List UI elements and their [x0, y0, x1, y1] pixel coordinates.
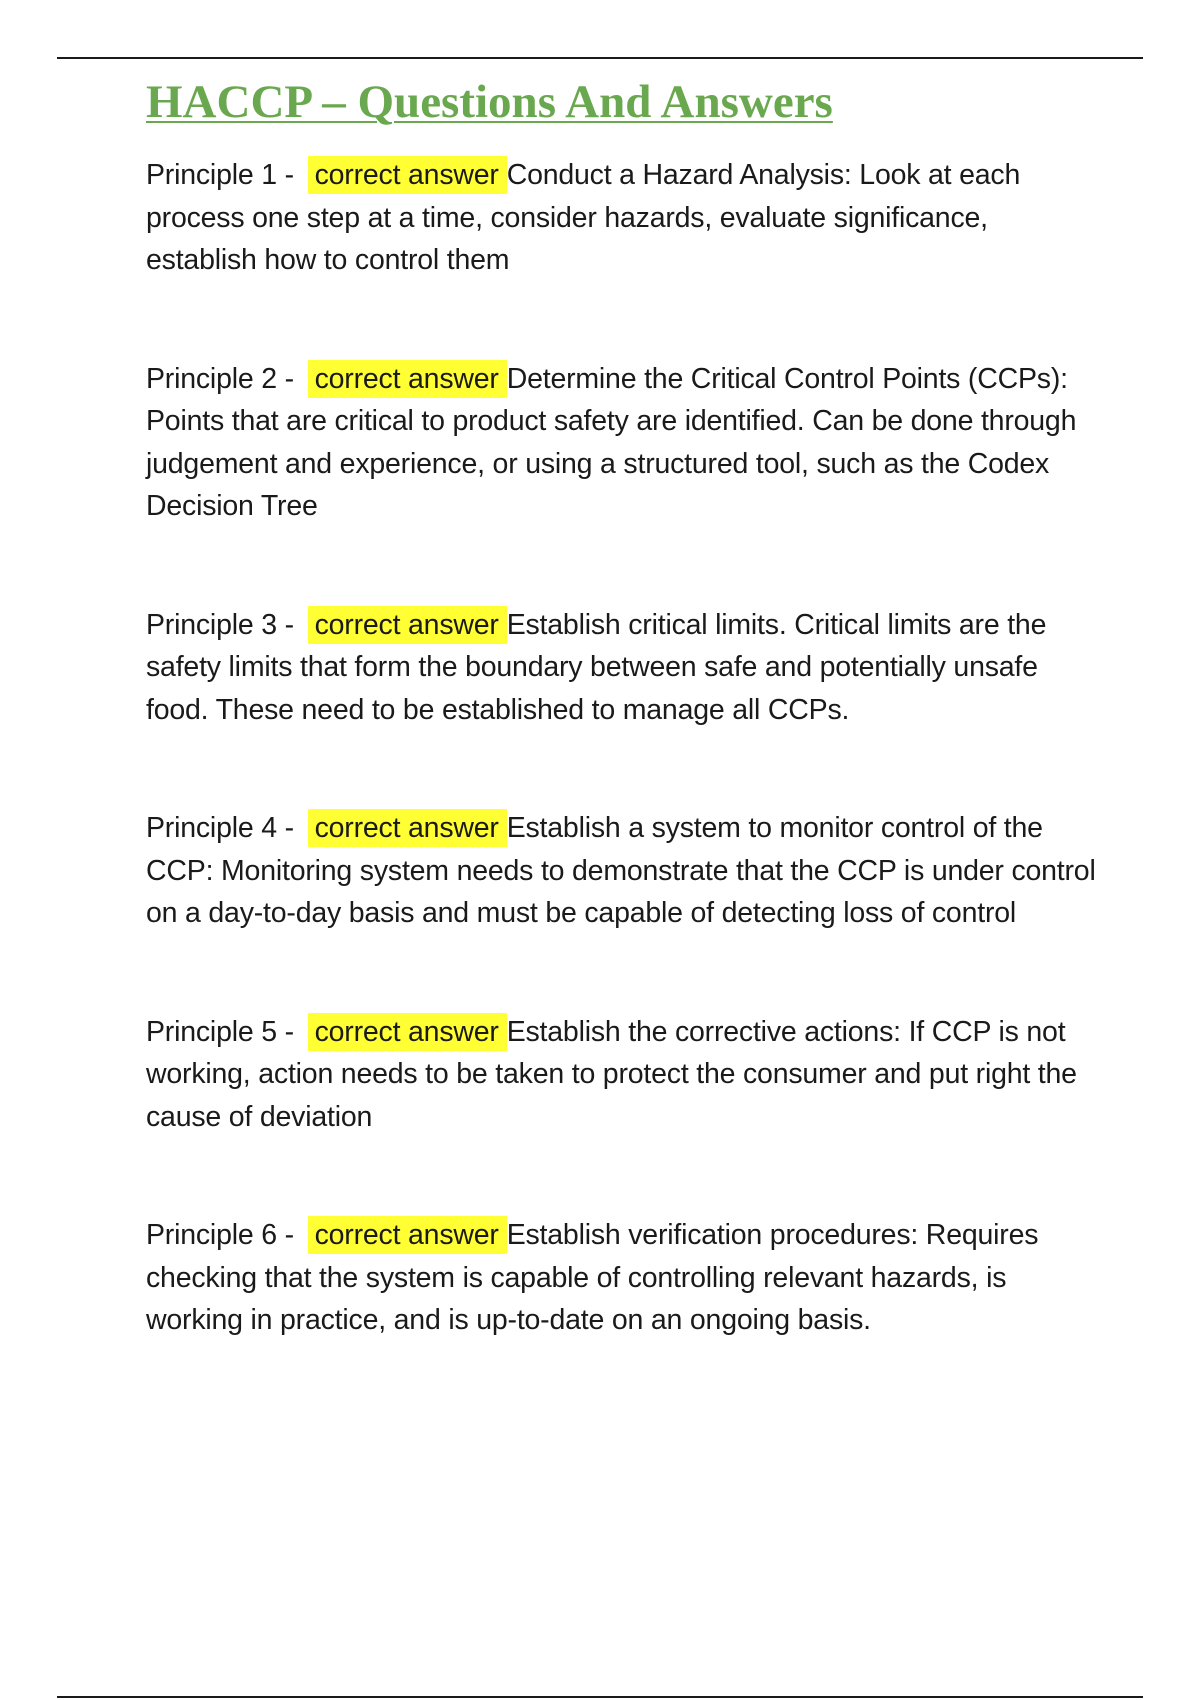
qa-item-5	[146, 1011, 1096, 1139]
answer-label-highlight: correct answer	[308, 156, 507, 194]
top-rule	[57, 57, 1143, 59]
answer-label-highlight: correct answer	[308, 1013, 507, 1051]
answer-label-highlight: correct answer	[308, 606, 507, 644]
page-title: HACCP – Questions And Answers	[146, 76, 833, 128]
bottom-rule	[57, 1696, 1143, 1698]
qa-item-2	[146, 358, 1096, 528]
answer-text: Determine the Critical Control Points (CCPs): Points that are critical to product safety are identified. Can be done through judgement and experience, or using a structured tool, such as the Codex Decision Tree	[146, 362, 1077, 522]
qa-item-3	[146, 604, 1096, 732]
question-text: Principle 3 -	[146, 608, 302, 641]
answer-label-highlight: correct answer	[308, 1216, 507, 1254]
answer-label-highlight: correct answer	[308, 809, 507, 847]
answer-text: Establish a system to monitor control of the CCP: Monitoring system needs to demonstrate that the CCP is under control on a day-to-day basis and must be capable of detecting loss of control	[146, 812, 1096, 929]
qa-item-4	[146, 807, 1096, 935]
qa-item-1	[146, 154, 1096, 282]
answer-text: Conduct a Hazard Analysis: Look at each process one step at a time, consider hazards, evaluate significance, establish how to control them	[146, 159, 1021, 276]
question-text: Principle 5 -	[146, 1015, 302, 1048]
question-text: Principle 4 -	[146, 812, 302, 844]
answer-text: Establish verification procedures: Requires checking that the system is capable of controlling relevant hazards, is working in practice, and is up-to-date on an ongoing basis.	[146, 1219, 1039, 1336]
question-text: Principle 2 -	[146, 362, 302, 395]
answer-label-highlight: correct answer	[308, 360, 507, 398]
qa-item-6	[146, 1214, 1096, 1342]
answer-text: Establish critical limits. Critical limits are the safety limits that form the boundary between safe and potentially unsafe food. These need to be established to manage all CCPs.	[146, 608, 1047, 726]
answer-text: Establish the corrective actions: If CCP is not working, action needs to be taken to protect the consumer and put right the cause of deviation	[146, 1015, 1077, 1133]
question-text: Principle 6 -	[146, 1219, 302, 1251]
document-body	[146, 70, 1096, 1342]
question-text: Principle 1 -	[146, 159, 302, 191]
